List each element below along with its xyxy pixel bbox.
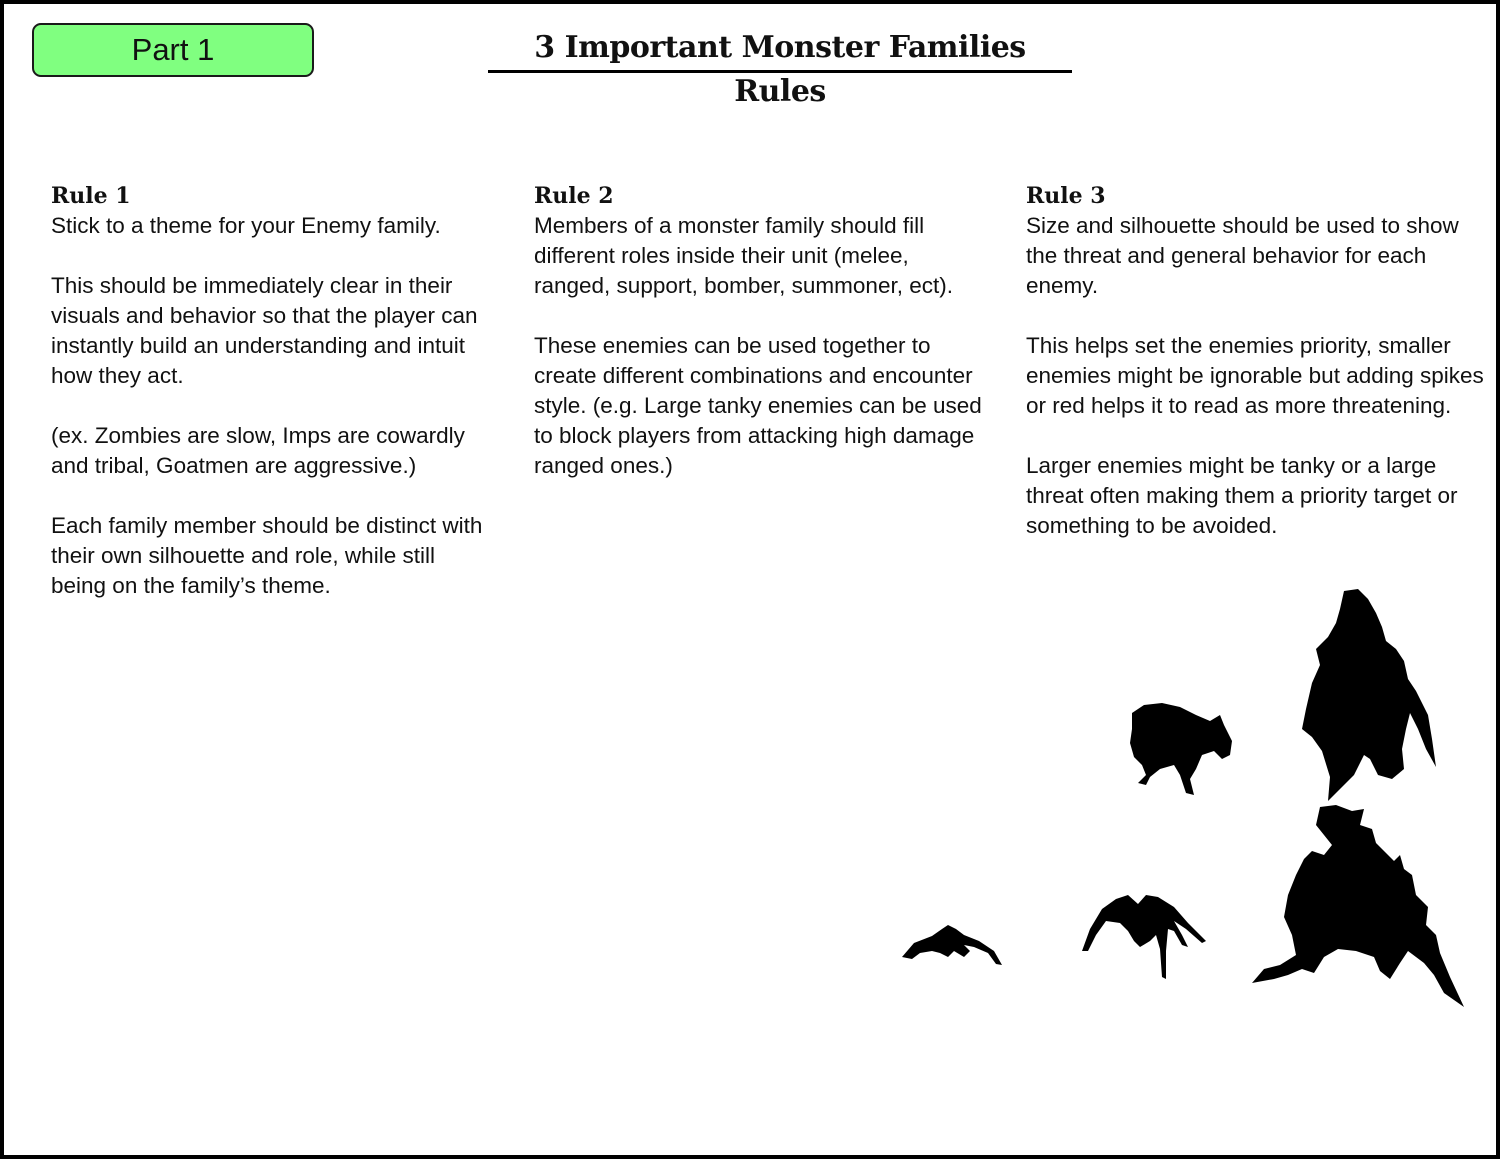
rule-1-paragraph: Each family member should be distinct with their own silhouette and role, while still being on the family’s theme. [51,513,483,598]
monster-silhouettes [884,579,1484,1029]
rule-3-paragraph: Larger enemies might be tanky or a large threat often making them a priority target or something to be avoided. [1026,453,1458,538]
rule-1-paragraph: Stick to a theme for your Enemy family. [51,213,441,238]
rule-3-column [1026,179,1486,571]
rule-1-paragraph: (ex. Zombies are slow, Imps are cowardly and tribal, Goatmen are aggressive.) [51,423,465,478]
rule-1-paragraph: This should be immediately clear in their visuals and behavior so that the player can instantly build an understanding and intuit how they act. [51,273,478,388]
rule-2-heading: Rule 2 [534,183,614,209]
wolf-silhouette-icon [1130,703,1232,795]
rule-1-column [51,179,491,631]
rule-2-paragraph: These enemies can be used together to create different combinations and encounter style. (e.g. Large tanky enemies can be used to block players from attacking high damage ranged ones.) [534,333,982,478]
rule-3-paragraph: Size and silhouette should be used to show the threat and general behavior for each enemy. [1026,213,1459,298]
medium-spider-silhouette-icon [1082,895,1206,979]
part-label-badge: Part 1 [32,23,314,77]
spiked-brute-silhouette-icon [1252,805,1464,1007]
page-title: 3 Important Monster Families Rules [488,26,1072,73]
rule-1-heading: Rule 1 [51,183,131,209]
rule-2-paragraph: Members of a monster family should fill different roles inside their unit (melee, ranged, support, bomber, summoner, ect). [534,213,953,298]
rule-2-column [534,179,984,511]
small-spider-silhouette-icon [902,925,1002,965]
armored-knight-silhouette-icon [1302,589,1436,801]
rule-3-paragraph: This helps set the enemies priority, smaller enemies might be ignorable but adding spikes or red helps it to read as more threatening. [1026,333,1484,418]
rule-3-heading: Rule 3 [1026,183,1106,209]
